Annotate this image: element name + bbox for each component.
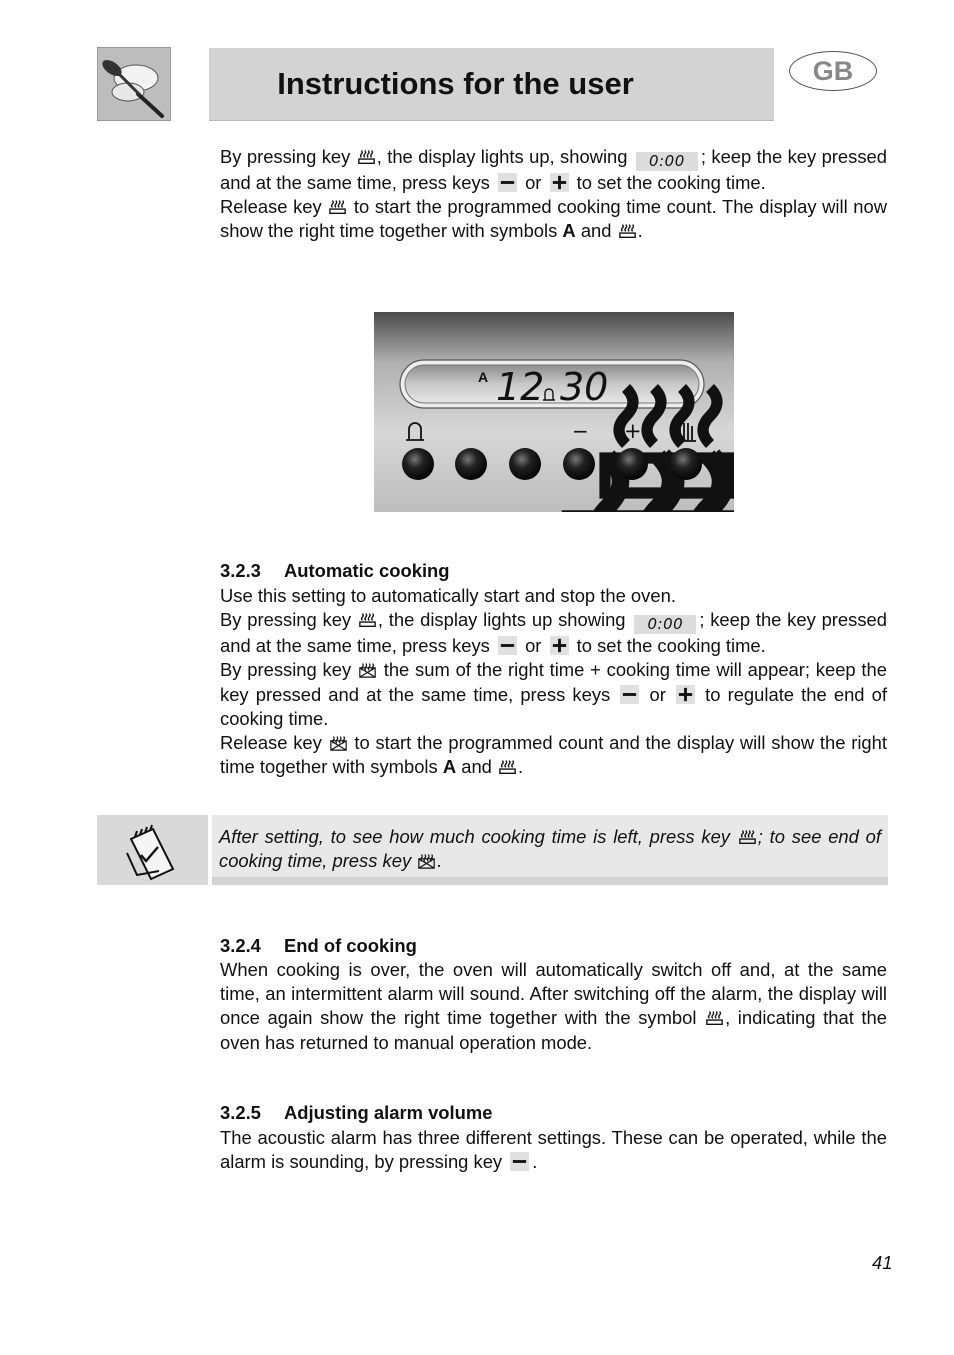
knob-manual[interactable]: [670, 448, 702, 480]
display-symbol-a: A: [478, 369, 489, 385]
oven-control-panel: [374, 312, 734, 512]
display-hours: 12: [496, 365, 545, 409]
minus-key-icon: [498, 173, 517, 192]
display-value: 0:00: [636, 152, 698, 171]
minus-icon: −: [572, 419, 589, 443]
plus-icon: +: [624, 419, 642, 443]
language-badge: GB: [789, 51, 877, 91]
end-cooking-icon: [359, 661, 376, 678]
cooking-time-icon: [359, 611, 376, 628]
knob-end-cooking[interactable]: [455, 448, 487, 480]
knob-cooking-time[interactable]: [509, 448, 541, 480]
end-cooking-icon: [330, 734, 347, 751]
logo: [97, 47, 171, 121]
minus-key-icon: [498, 636, 517, 655]
plus-key-icon: [550, 173, 569, 192]
cooking-time-icon: [739, 828, 756, 845]
cooking-time-icon: [706, 1009, 723, 1026]
plus-key-icon: [550, 636, 569, 655]
section-heading-3-2-5: 3.2.5 Adjusting alarm volume: [220, 1102, 493, 1123]
display-value: 0:00: [634, 615, 696, 634]
cooking-time-icon: [329, 198, 346, 215]
section-heading-3-2-3: 3.2.3 Automatic cooking: [220, 560, 450, 581]
section-3-2-3-body: Use this setting to automatically start and stop the oven. By pressing key , the display lights up showing 0:00 ; keep the key pressed and at the same time, press keys or to set the cooking time. By pressing key the sum of the right time + cooking time will appear; keep the key pressed and at the same time, press keys or to regulate the end of cooking time. Release key to start the programmed count and the display will show the right time together with symbols A and .: [220, 585, 888, 778]
cooking-time-icon: [358, 148, 375, 165]
section-3-2-5-body: The acoustic alarm has three different settings. These can be operated, while the alarm is sounding, by pressing key .: [220, 1127, 887, 1173]
knob-minus[interactable]: [563, 448, 595, 480]
display-minutes: 30: [560, 365, 609, 409]
end-cooking-icon: [418, 852, 435, 869]
note-pad-icon: [97, 815, 208, 885]
bell-icon: [406, 423, 424, 440]
chef-hat-spoon-icon: [98, 48, 170, 120]
plus-key-icon: [676, 685, 695, 704]
note-box: After setting, to see how much cooking time is left, press key ; to see end of cooking time, press key .: [212, 815, 888, 885]
section-3-2-4-body: When cooking is over, the oven will automatically switch off and, at the same time, an intermittent alarm will sound. After switching off the alarm, the display will once again show the right time together with the symbol , indicating that the oven has returned to manual operation mode.: [220, 959, 887, 1053]
section-heading-3-2-4: 3.2.4 End of cooking: [220, 935, 417, 956]
minus-key-icon: [620, 685, 639, 704]
note-icon-box: [97, 815, 208, 885]
intro-paragraph: By pressing key , the display lights up, showing 0:00 ; keep the key pressed and at the same time, press keys or to set the cooking time. Release key to start the programmed cooking time count. The display will now show the right time together with symbols A and .: [220, 146, 887, 242]
minus-key-icon: [510, 1152, 529, 1171]
knob-plus[interactable]: [616, 448, 648, 480]
header-title-bar: [209, 48, 774, 121]
page-title: Instructions for the user: [277, 66, 634, 101]
cooking-time-icon: [499, 758, 516, 775]
cooking-time-icon: [619, 222, 636, 239]
knob-bell[interactable]: [402, 448, 434, 480]
page-number: 41: [872, 1252, 893, 1273]
